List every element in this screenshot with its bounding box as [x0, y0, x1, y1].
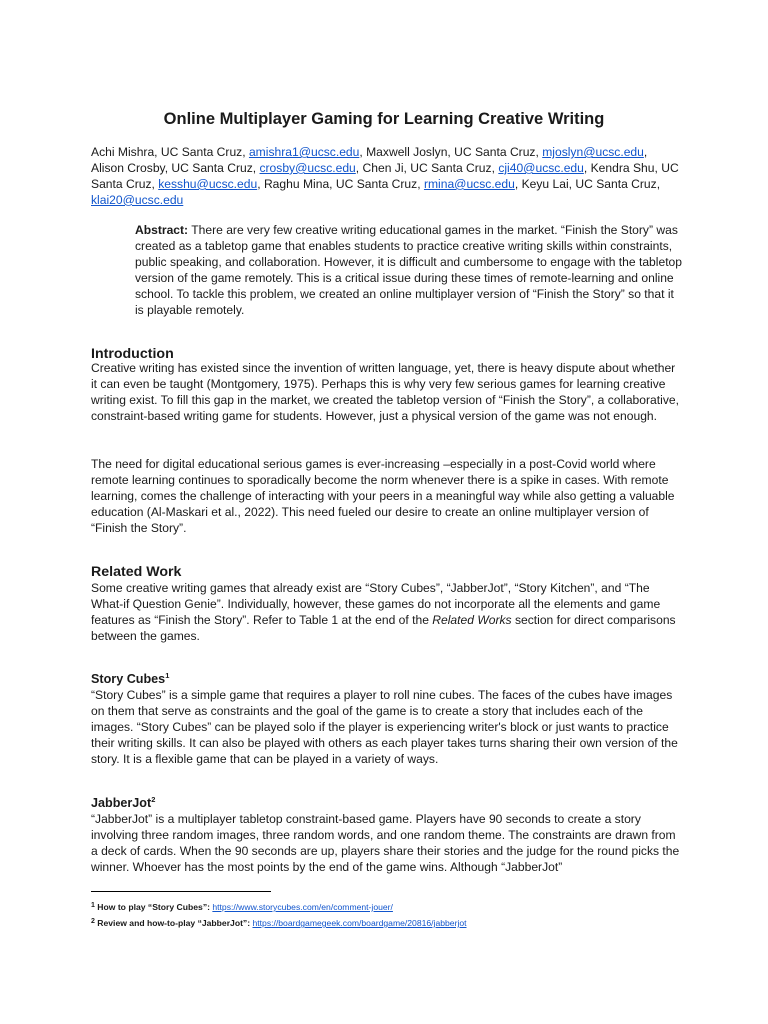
author-email-link[interactable]: klai20@ucsc.edu [91, 192, 184, 207]
related-works-italic: Related Works [432, 612, 512, 627]
footnote-ref[interactable]: 1 [165, 671, 170, 680]
abstract-text: There are very few creative writing educational games in the market. “Finish the Story” was created as a tabletop game that enables students to practice creative writing skills within constraints, public speaking, and collaboration. However, it is difficult and cumbersome to engage with the tabletop version of the game remotely. This is a critical issue during these times of remote-learning and online school. To tackle this problem, we created an online multiplayer version of “Finish the Story” so that it is playable remotely. [135, 223, 683, 317]
author-list: Achi Mishra, UC Santa Cruz, amishra1@ucsc.edu, Maxwell Joslyn, UC Santa Cruz, mjoslyn@ucsc.edu, Alison Crosby, UC Santa Cruz, crosby@ucsc.edu, Chen Ji, UC Santa Cruz, cji40@ucsc.edu, Kendra Shu, UC Santa Cruz, kesshu@ucsc.edu, Raghu Mina, UC Santa Cruz, rmina@ucsc.edu, Keyu Lai, UC Santa Cruz, klai20@ucsc.edu [91, 145, 679, 207]
author-email-link[interactable]: crosby@ucsc.edu [259, 160, 356, 175]
author-email-link[interactable]: kesshu@ucsc.edu [158, 176, 258, 191]
author-email-link[interactable]: mjoslyn@ucsc.edu [542, 145, 644, 159]
footnote-link[interactable]: https://www.storycubes.com/en/comment-jouer/ [212, 902, 393, 912]
jabberjot-paragraph: “JabberJot” is a multiplayer tabletop constraint-based game. Players have 90 seconds to create a story involving three random images, three random words, and one random theme. The constraints are drawn from a deck of cards. When the 90 seconds are up, players share their stories and the judge for the round picks the winner. Whoever has the most points by the end of the game wins. Although “JabberJot” [91, 812, 680, 874]
related-work-paragraph: Some creative writing games that already exist are “Story Cubes”, “JabberJot”, “Story Kitchen”, and “The What-if Question Genie”. Individually, however, these games do not incorporate all the elements and game features as “Finish the Story”. Refer to Table 1 at the end of the Related Works section for direct comparisons between the games. [91, 581, 676, 643]
section-heading-introduction: Introduction [91, 346, 174, 362]
footnote-ref[interactable]: 2 [151, 795, 156, 804]
author-name: Chen Ji, UC Santa Cruz, [362, 160, 499, 175]
section-heading-related-work: Related Work [91, 564, 182, 580]
footnote-divider [91, 891, 271, 892]
introduction-paragraph-1: Creative writing has existed since the invention of written language, yet, there is heavy dispute about whether it can even be taught (Montgomery, 1975). Perhaps this is why very few serious games for learning creative writing exist. To fill this gap in the market, we created the tabletop version of “Finish the Story”, a collaborative, constraint-based writing game for students. However, just a physical version of the game was not enough. [91, 361, 679, 423]
author-name: Maxwell Joslyn, UC Santa Cruz, [366, 145, 543, 159]
footnote-1: $^1$ How to play “Story Cubes”: https://www.storycubes.com/en/comment-jouer/ [91, 902, 393, 912]
author-name: Kendra Shu, UC Santa Cruz, [91, 160, 679, 191]
abstract-label: Abstract: [135, 223, 189, 237]
author-email-link[interactable]: cji40@ucsc.edu [498, 160, 584, 175]
author-email-link[interactable]: amishra1@ucsc.edu [248, 145, 360, 159]
footnote-2: $^2$ Review and how-to-play “JabberJot”: https://boardgamegeek.com/boardgame/20816/jabberjot [91, 918, 467, 928]
subsection-heading-jabberjot: JabberJot$^2$ [91, 795, 156, 810]
introduction-paragraph-2: The need for digital educational serious games is ever-increasing –especially in a post-Covid world where remote learning continues to sporadically become the norm whenever there is a spike in cases. With remote learning, comes the challenge of interacting with your peers in a meaningful way while also getting a valuable education (Al-Maskari et al., 2022). This need fueled our desire to create an online multiplayer version of “Finish the Story”. [91, 457, 675, 535]
story-cubes-paragraph: “Story Cubes” is a simple game that requires a player to roll nine cubes. The faces of the cubes have images on them that serve as constraints and the goal of the game is to create a story that includes each of the images. “Story Cubes” can be played solo if the player is experiencing writer's block or just wants to practice their writing skills. It can also be played with others as each player takes turns sharing their own version of the story. It is a flexible game that can be played in a variety of ways. [91, 688, 678, 766]
author-email-link[interactable]: rmina@ucsc.edu [423, 176, 515, 191]
paper-title: Online Multiplayer Gaming for Learning Creative Writing [163, 110, 605, 128]
subsection-heading-story-cubes: Story Cubes$^1$ [91, 671, 170, 686]
abstract [135, 223, 683, 318]
author-name: Alison Crosby, UC Santa Cruz, [91, 160, 260, 175]
author-name: Achi Mishra, UC Santa Cruz, [91, 145, 249, 159]
footnote-link[interactable]: https://boardgamegeek.com/boardgame/20816/jabberjot [252, 918, 467, 928]
author-name: Raghu Mina, UC Santa Cruz, [263, 176, 424, 191]
author-name: Keyu Lai, UC Santa Cruz, [521, 176, 661, 191]
